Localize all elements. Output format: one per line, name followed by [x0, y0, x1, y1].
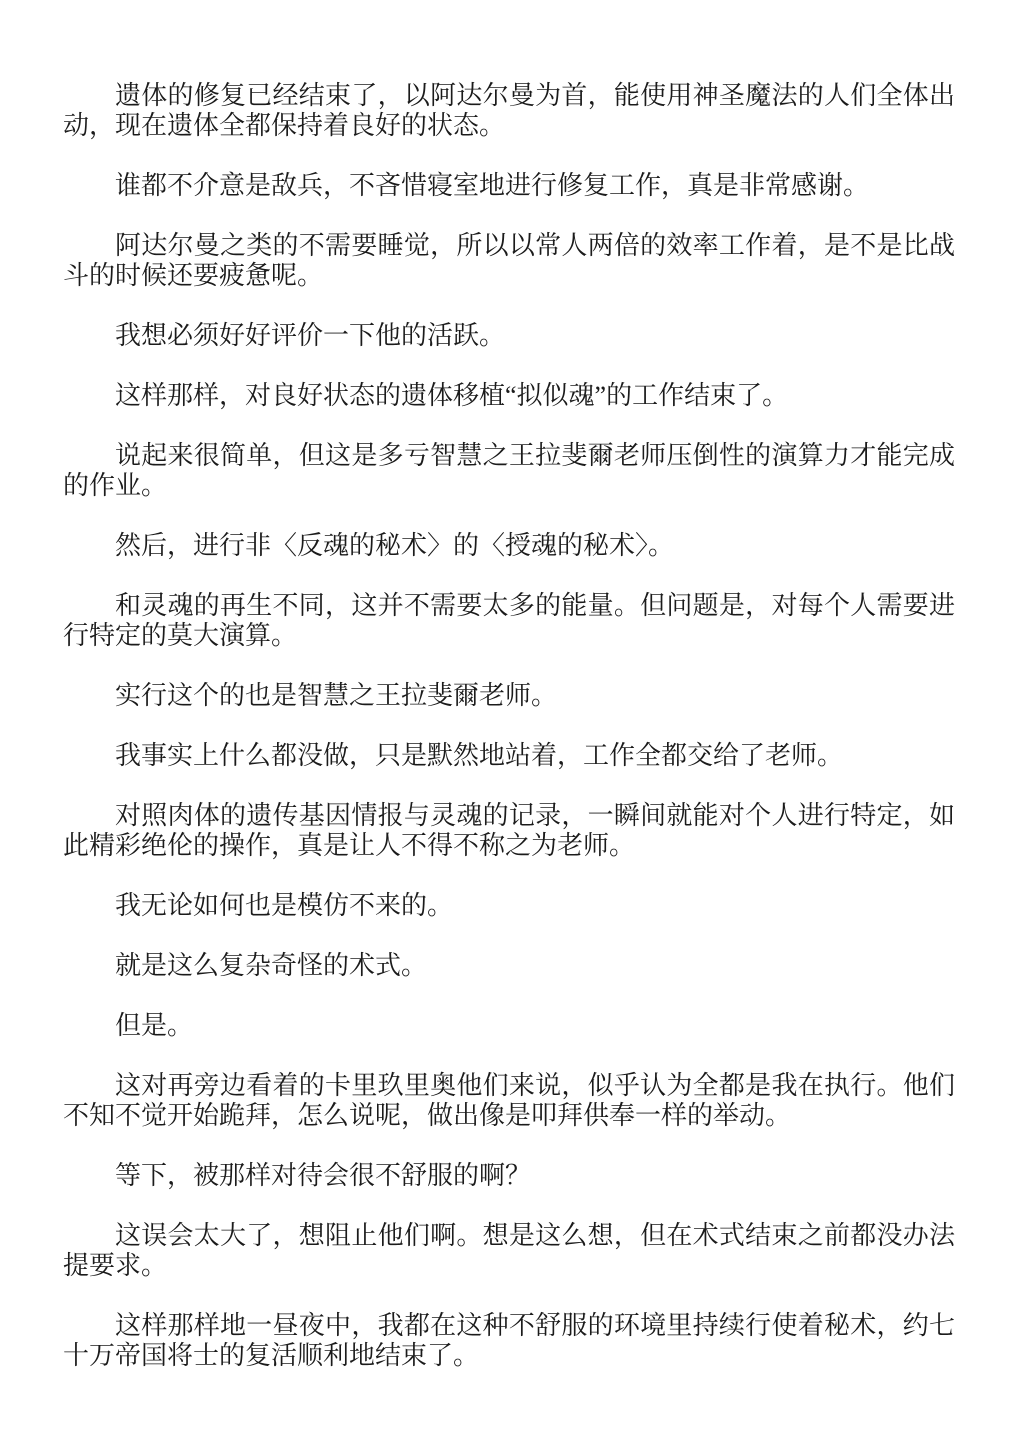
paragraph: 我无论如何也是模仿不来的。	[115, 891, 454, 920]
paragraph: 等下，被那样对待会很不舒服的啊？	[115, 1161, 532, 1190]
paragraph: 我事实上什么都没做，只是默然地站着，工作全都交给了老师。	[115, 741, 844, 770]
paragraph: 但是。	[115, 1011, 194, 1040]
paragraph: 我想必须好好评价一下他的活跃。	[115, 321, 506, 350]
paragraph: 和灵魂的再生不同，这并不需要太多的能量。但问题是，对每个人需要进行特定的莫大演算。	[63, 591, 955, 650]
paragraph: 实行这个的也是智慧之王拉斐爾老师。	[115, 681, 558, 710]
paragraph: 遗体的修复已经结束了，以阿达尔曼为首，能使用神圣魔法的人们全体出动，现在遗体全都保持着良好的状态。	[63, 81, 955, 140]
paragraph: 这样那样，对良好状态的遗体移植“拟似魂”的工作结束了。	[115, 381, 789, 410]
paragraph: 然后，进行非〈反魂的秘术〉的〈授魂的秘术〉。	[115, 531, 675, 560]
paragraph: 这误会太大了，想阻止他们啊。想是这么想，但在术式结束之前都没办法提要求。	[63, 1221, 955, 1280]
paragraph: 就是这么复杂奇怪的术式。	[115, 951, 428, 980]
paragraph: 这样那样地一昼夜中，我都在这种不舒服的环境里持续行使着秘术，约七十万帝国将士的复活顺利地结束了。	[63, 1311, 955, 1370]
paragraph: 阿达尔曼之类的不需要睡觉，所以以常人两倍的效率工作着，是不是比战斗的时候还要疲惫呢。	[63, 231, 955, 290]
paragraph: 对照肉体的遗传基因情报与灵魂的记录，一瞬间就能对个人进行特定，如此精彩绝伦的操作，真是让人不得不称之为老师。	[63, 801, 955, 860]
paragraph: 谁都不介意是敌兵，不吝惜寝室地进行修复工作，真是非常感谢。	[115, 171, 870, 200]
paragraph: 说起来很简单，但这是多亏智慧之王拉斐爾老师压倒性的演算力才能完成的作业。	[63, 441, 955, 500]
paragraph: 这对再旁边看着的卡里玖里奥他们来说，似乎认为全都是我在执行。他们不知不觉开始跪拜，怎么说呢，做出像是叩拜供奉一样的举动。	[63, 1071, 955, 1130]
